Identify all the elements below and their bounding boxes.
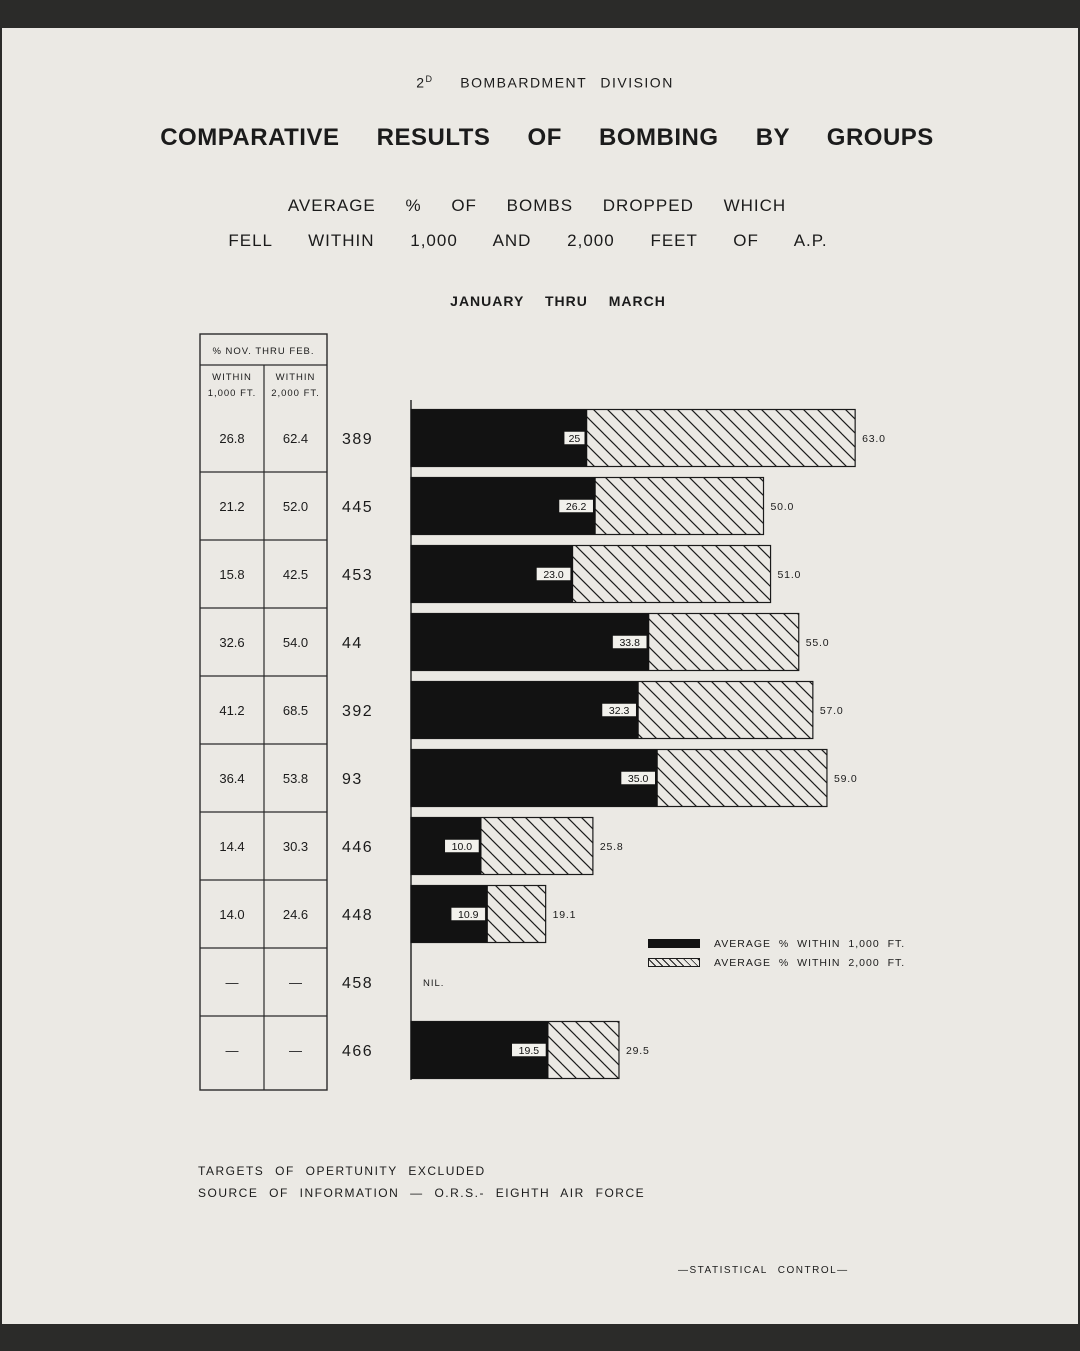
data-label-1000: 26.2: [565, 501, 587, 513]
table-cell-within-1000: 15.8: [219, 567, 245, 582]
data-label-1000: 35.0: [627, 773, 649, 785]
division-name: BOMBARDMENT DIVISION: [460, 74, 674, 91]
footnotes: [198, 1160, 645, 1204]
table-cell-within-2000: 68.5: [282, 703, 309, 718]
data-label-1000: 33.8: [619, 637, 640, 649]
data-label-2000: 51.0: [777, 569, 802, 581]
data-label-2000: 59.0: [833, 773, 858, 785]
credit-line: —STATISTICAL CONTROL—: [678, 1265, 849, 1276]
table-cell-within-2000: 53.8: [282, 771, 309, 786]
group-label: 446: [342, 839, 374, 856]
table-cell-within-2000: —: [289, 1043, 302, 1058]
table-cell-within-1000: 21.2: [219, 499, 245, 514]
data-label-1000: 10.0: [451, 841, 473, 853]
chart-period: JANUARY THRU MARCH: [450, 293, 666, 309]
data-label-2000: 25.8: [599, 841, 624, 853]
bar-chart: [2, 28, 1078, 1324]
data-label-2000: 63.0: [862, 433, 886, 445]
division-ordinal: 2: [416, 74, 426, 91]
legend-label-1000: AVERAGE % WITHIN 1,000 FT.: [714, 937, 906, 950]
group-label: 453: [342, 567, 374, 584]
chart-sheet: [2, 28, 1078, 1324]
group-label: 389: [342, 431, 374, 448]
table-cell-within-1000: —: [225, 975, 239, 990]
table-col2-header-line2: 2,000 FT.: [271, 388, 320, 399]
table-cell-within-1000: —: [225, 1043, 239, 1058]
table-cell-within-1000: 41.2: [219, 703, 245, 718]
table-col1-header-line2: 1,000 FT.: [207, 388, 257, 399]
legend-swatch-hatched: [648, 958, 700, 967]
group-label: 93: [342, 771, 363, 788]
data-label-1000: 23.0: [543, 569, 564, 581]
data-label-1000: 32.3: [608, 705, 630, 717]
table-cell-within-2000: 54.0: [282, 635, 309, 650]
table-cell-within-2000: 52.0: [282, 499, 309, 514]
group-label: 44: [342, 635, 363, 652]
data-label-2000: 29.5: [625, 1045, 650, 1057]
group-label: 448: [342, 907, 374, 924]
legend-swatch-solid: [648, 939, 700, 948]
chart-subtitle-line2: FELL WITHIN 1,000 AND 2,000 FEET OF A.P.: [228, 231, 828, 250]
legend-item-1000: [648, 934, 905, 953]
legend-item-2000: [648, 953, 905, 972]
group-label: 458: [342, 975, 374, 992]
table-cell-within-2000: 62.4: [282, 431, 309, 446]
table-cell-within-1000: 14.4: [219, 839, 245, 854]
division-ordinal-suffix: D: [425, 74, 434, 84]
data-label-2000: 57.0: [819, 705, 844, 717]
data-label-1000: 25: [568, 433, 581, 445]
data-label-2000: 19.1: [552, 909, 577, 921]
footnote-source: SOURCE OF INFORMATION — O.R.S.- EIGHTH AIR FORCE: [198, 1186, 646, 1200]
bar-within-1000: [411, 750, 658, 807]
data-label-1000: 19.5: [518, 1045, 540, 1057]
footnote-targets: TARGETS OF OPERTUNITY EXCLUDED: [198, 1164, 486, 1178]
nil-label: NIL.: [423, 978, 445, 989]
prior-period-table: [200, 334, 327, 1090]
chart-subtitle-line1: AVERAGE % OF BOMBS DROPPED WHICH: [287, 196, 787, 215]
group-label: 445: [342, 499, 374, 516]
table-cell-within-2000: 42.5: [282, 567, 309, 582]
table-cell-within-1000: 26.8: [219, 431, 245, 446]
chart-title: COMPARATIVE RESULTS OF BOMBING BY GROUPS: [160, 124, 934, 151]
table-title: % NOV. THRU FEB.: [212, 346, 315, 357]
legend-label-2000: AVERAGE % WITHIN 2,000 FT.: [714, 956, 906, 969]
table-cell-within-2000: 30.3: [282, 839, 309, 854]
table-col1-header-line1: WITHIN: [212, 372, 252, 383]
table-cell-within-2000: —: [289, 975, 302, 990]
bar-within-1000: [411, 410, 587, 467]
table-col2-header-line1: WITHIN: [275, 372, 316, 383]
data-label-2000: 50.0: [770, 501, 795, 513]
data-label-2000: 55.0: [805, 637, 830, 649]
group-label: 392: [342, 703, 374, 720]
table-cell-within-1000: 14.0: [219, 907, 245, 922]
chart-legend: [648, 934, 905, 972]
bars-group: [342, 400, 886, 1080]
table-cell-within-1000: 32.6: [219, 635, 245, 650]
table-cell-within-1000: 36.4: [219, 771, 245, 786]
table-cell-within-2000: 24.6: [282, 907, 309, 922]
group-label: 466: [342, 1043, 374, 1060]
data-label-1000: 10.9: [458, 909, 479, 921]
